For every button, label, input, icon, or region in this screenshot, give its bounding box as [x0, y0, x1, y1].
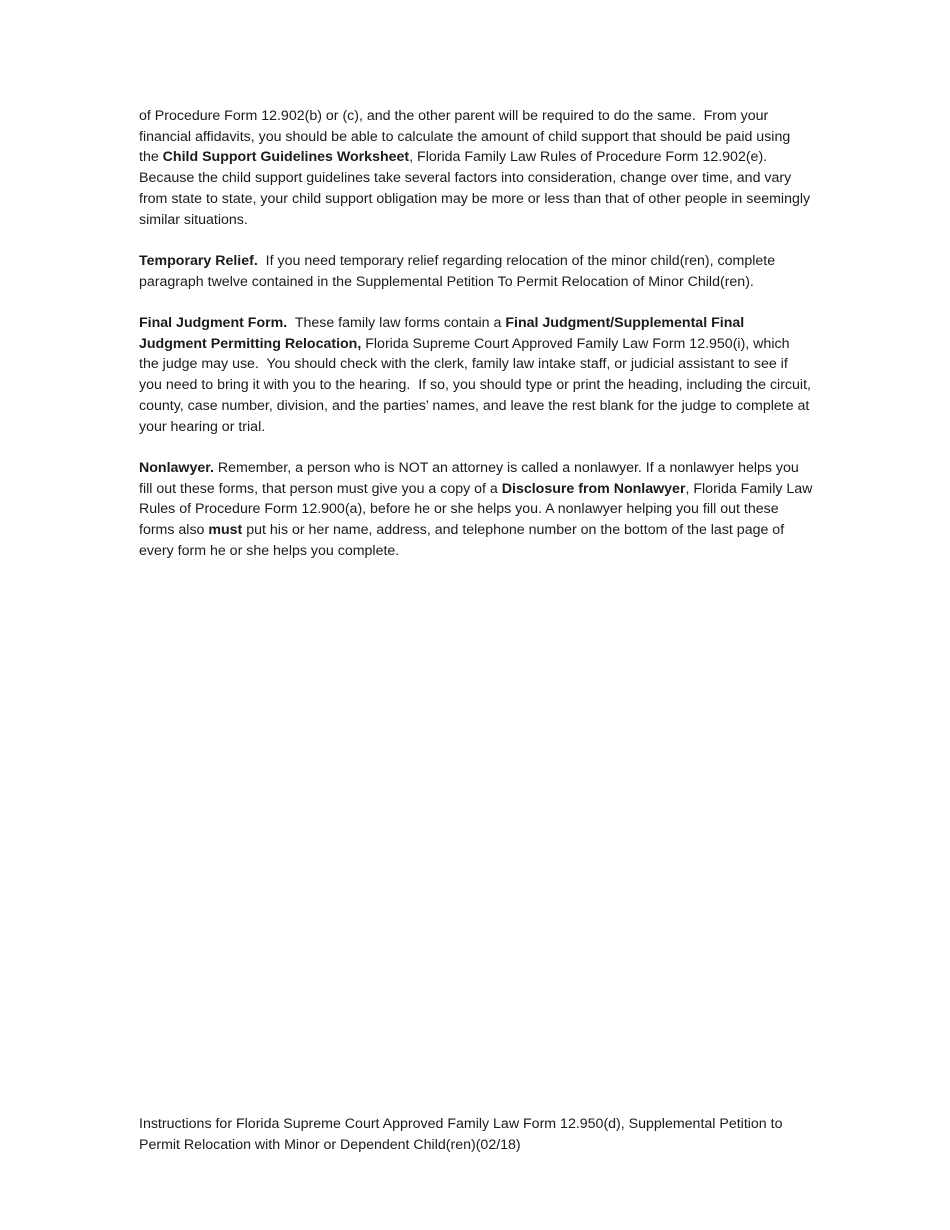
paragraph-final-judgment-form: [139, 313, 813, 437]
text-run: If you need temporary relief regarding relocation of the minor child(ren), complete paragraph twelve contained in the Supplemental Petition To Permit Relocation of Minor Child(ren).: [139, 252, 780, 290]
text-run: of Procedure Form 12.902(b) or (c), and the other parent will be required to do the same. From your financial affidavits, you should be able to calculate the amount of child support that should be paid using the: [139, 108, 795, 166]
text-run: Remember, a person who is NOT an attorney is called a nonlawyer. If a nonlawyer helps you fill out these forms, that person must give you a copy of a: [139, 459, 803, 497]
paragraph-nonlawyer: [139, 458, 817, 562]
text-run: Instructions for Florida Supreme Court Approved Family Law Form 12.950(d), Supplemental Petition to Permit Relocation with Minor or Dependent Child(ren)(02/18): [139, 1116, 787, 1153]
paragraph-child-support-continuation: [139, 106, 813, 230]
text-run: Florida Supreme Court Approved Family Law Form 12.950(i), which the judge may use. You should check with the clerk, family law intake staff, or judicial assistant to see if you need to bring it with you to the hearing. If so, you should type or print the heading, including the circuit, county, case number, division, and the parties’ names, and leave the rest blank for the judge to complete at your hearing or trial.: [139, 335, 815, 435]
text-run: Temporary Relief.: [139, 252, 258, 269]
text-run: Nonlawyer.: [139, 459, 214, 476]
text-run: Final Judgment/Supplemental Final Judgment Permitting Relocation,: [139, 315, 749, 352]
paragraph-temporary-relief: [139, 251, 813, 292]
text-run: must: [208, 522, 243, 539]
page-footer: [139, 1114, 813, 1155]
text-run: , Florida Family Law Rules of Procedure Form 12.902(e). Because the child support guidelines take several factors into consideration, change over time, and vary from state to state, your child support obligation may be more or less than that of other people in seemingly similar situations.: [139, 149, 815, 228]
text-run: , Florida Family Law Rules of Procedure Form 12.900(a), before he or she helps you. A nonlawyer helping you fill out these forms also: [139, 480, 817, 539]
text-run: Final Judgment Form.: [139, 315, 288, 331]
text-run: Disclosure from Nonlawyer: [501, 480, 686, 497]
text-run: Child Support Guidelines Worksheet: [162, 149, 410, 166]
text-run: These family law forms contain a: [287, 315, 506, 331]
document-body: [139, 106, 817, 582]
text-run: put his or her name, address, and telephone number on the bottom of the last page of every form he or she helps you complete.: [139, 522, 789, 559]
